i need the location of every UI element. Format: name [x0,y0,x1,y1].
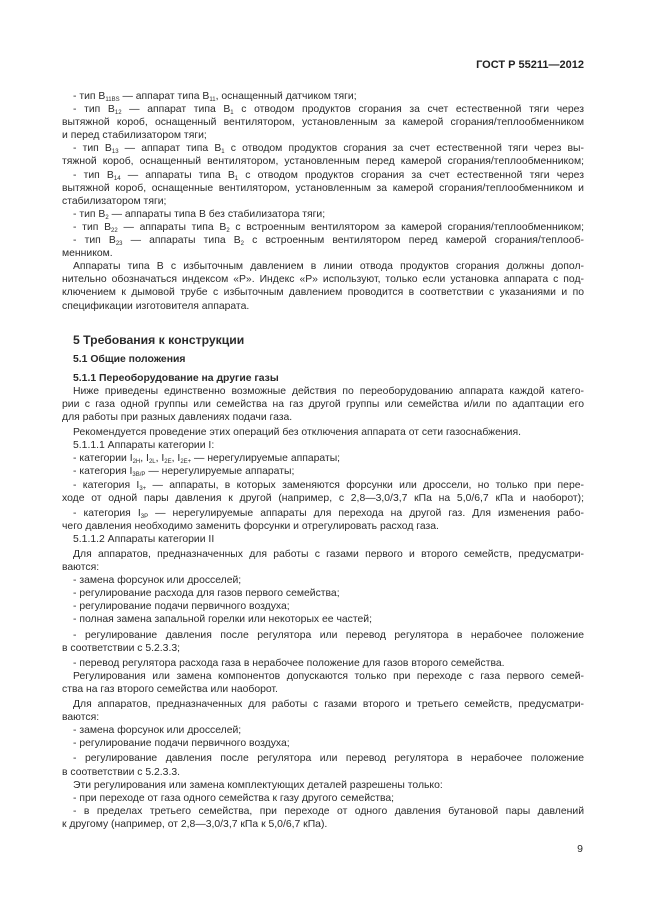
subscript: 1 [221,149,225,156]
text-segment: с отводом продуктов сгорания за счет естественной тяги через вы- [224,143,584,155]
text-segment: - тип B [73,235,116,247]
text-line [62,452,584,465]
text-line [62,752,584,765]
text-line [62,492,584,505]
subscript: 23 [115,241,123,248]
text-line [62,479,584,492]
text-segment: Для аппаратов, предназначенных для работы с газами второго и третьего семейств, предусматри- [73,699,584,711]
text-segment: — аппараты типа B [117,221,227,233]
text-line [62,613,584,626]
text-segment: - при переходе от газа одного семейства к газу другого семейства; [73,792,395,804]
text-segment: вытяжной короб, оснащенный вентилятором, установленным за камерой сгорания/теплообменником [62,117,584,129]
subscript: 2L [148,459,156,466]
text-segment: - регулирование расхода для газов первого семейства; [73,588,340,600]
text-segment: — аппарат типа B [119,91,210,102]
text-line [62,520,584,533]
text-segment: 5.1.1.2 Аппараты категории II [73,533,215,545]
text-segment: - регулирование подачи первичного воздуха; [73,738,290,750]
text-line [62,385,584,398]
text-segment: менником. [62,248,113,260]
text-line [62,182,584,195]
text-segment: с встроенным вентилятором перед камерой сгорания/теплооб- [244,235,584,247]
text-line [62,561,584,574]
text-segment: — аппарат типа B [121,104,231,116]
text-segment: спецификации изготовителя аппарата. [62,300,250,312]
text-line [62,208,584,221]
text-segment: - категория I [73,507,141,519]
subscript: 2 [105,214,109,221]
text-segment: - тип B [73,221,112,233]
text-segment: - тип B [73,143,112,155]
text-line [62,805,584,818]
text-segment: - тип B [73,169,114,181]
text-line [62,737,584,750]
text-line [62,574,584,587]
subscript: 3P [140,513,149,520]
text-line [62,398,584,411]
document-body [62,90,584,831]
subscript: 1 [234,175,239,182]
text-segment: - регулирование давления после регулятора или перевод регулятора в нерабочее положение [73,629,584,641]
subscript: 22 [111,227,118,234]
text-segment: чего давления необходимо заменить форсунки и отрегулировать расход газа. [62,520,439,532]
text-line [62,766,584,779]
section-heading [62,334,584,347]
subscript: 11BS [105,97,120,103]
subscript: 3+ [139,485,147,492]
subscript: 12 [114,110,122,117]
text-segment: - в пределах третьего семейства, при переходе от одного давления бутановой пары давлений [73,805,584,817]
text-line [62,129,584,142]
section-heading [62,372,584,385]
text-segment: стабилизатором тяги; [62,195,167,207]
text-segment: с встроенным вентилятором за камерой сгорания/теплообменником; [229,221,584,233]
text-segment: — аппараты, в которых заменяются форсунки или дроссели, но только при пере- [146,479,584,491]
text-line [62,642,584,655]
text-segment: - категория I [73,466,133,478]
text-line [62,698,584,711]
text-segment: - тип B [73,208,106,220]
document-header-standard-id: ГОСТ Р 55211—2012 [476,59,584,71]
text-line [62,724,584,737]
text-segment: Аппараты типа B с избыточным давлением в линии отвода продуктов сгорания должны допол- [73,261,584,273]
text-line [62,657,584,670]
text-segment: и перед стабилизатором тяги; [62,130,207,142]
text-segment: - регулирование давления после регулятора или перевод регулятора в нерабочее положение [73,753,584,765]
subscript: 2H [132,459,141,466]
subscript: 2 [240,241,245,248]
text-line [62,234,584,247]
text-segment: ваются: [62,712,100,724]
text-line [62,465,584,478]
text-line [62,792,584,805]
text-line [62,711,584,724]
text-line [62,779,584,792]
text-segment: ваются: [62,562,100,574]
text-segment: — аппараты типа B без стабилизатора тяги; [108,208,326,220]
text-segment: ства на газ второго семейства или наоборот. [62,683,278,695]
text-segment: 5.1.1 Переоборудование на другие газы [73,372,279,384]
text-segment: вытяжной короб, оснащенные вентилятором, установленным за камерой сгорания/теплообменником и [62,182,584,194]
text-segment: Рекомендуется проведение этих операций без отключения аппарата от сети газоснабжения. [73,427,521,439]
text-segment: тяжной короб, оснащенный вентилятором, установленным перед камерой сгорания/теплообменником; [62,156,584,168]
subscript: 3B/P [132,472,146,479]
text-line [62,103,584,116]
text-segment: Ниже приведены единственно возможные действия по переоборудованию аппарата каждой катего- [73,385,584,397]
text-line [62,142,584,155]
text-segment: — аппарат типа B [118,143,222,155]
text-segment: , оснащенный датчиком тяги; [215,91,357,102]
page-number: 9 [577,843,583,855]
text-segment: - перевод регулятора расхода газа в нерабочее положение для газов второго семейства. [73,657,505,669]
text-line [62,90,584,103]
text-line [62,273,584,286]
subscript: 2 [226,227,230,234]
text-line [62,683,584,696]
text-segment: Для аппаратов, предназначенных для работы с газами первого и второго семейств, предусматри- [73,549,584,560]
text-line [62,670,584,683]
text-line [62,300,584,313]
text-segment: - замена форсунок или дросселей; [73,725,242,737]
text-segment: , I [155,453,165,465]
text-line [62,600,584,613]
text-segment: — аппараты типа B [120,169,235,181]
text-segment: в соответствии с 5.2.3.3. [62,766,181,778]
text-line [62,116,584,129]
text-segment: - регулирование подачи первичного воздуха; [73,601,290,613]
text-line [62,155,584,168]
text-line [62,221,584,234]
text-segment: - категория I [73,479,140,491]
text-segment: — аппараты типа B [122,235,241,247]
text-segment: - замена форсунок или дросселей; [73,575,242,587]
text-segment: рии с газа одной группы или семейства на газ другой группы или семейства и/или по адаптации его [62,398,584,410]
text-segment: , I [171,453,181,465]
text-segment: ключением к дымовой трубе с избыточным давлением проводится в соответствии с указаниями и по [62,287,584,299]
text-line [62,411,584,424]
text-segment: с отводом продуктов сгорания за счет естественной тяги через [238,169,584,181]
subscript: 13 [111,149,119,156]
section-heading [62,353,584,366]
text-line [62,587,584,600]
text-segment: - категории I [73,453,133,465]
text-line [62,629,584,642]
text-segment: нительно обозначаться индексом «P». Индекс «P» используют, только если установка аппарата с под- [62,274,584,286]
text-line [62,533,584,546]
text-line [62,426,584,439]
text-segment: Регулирования или замена компонентов допускаются только при переходе с газа первого семей- [73,670,584,682]
text-segment: Эти регулирования или замена комплектующих деталей разрешены только: [73,779,443,791]
text-line [62,507,584,520]
text-segment: с отводом продуктов сгорания за счет естественной тяги через [233,104,584,116]
subscript: 2E+ [180,459,192,466]
text-line [62,169,584,182]
text-line [62,260,584,273]
text-segment: в соответствии с 5.2.3.3; [62,642,181,654]
text-segment: - полная замена запальной горелки или некоторых ее частей; [73,614,372,626]
text-line [62,195,584,208]
subscript: 14 [113,175,121,182]
text-line [62,548,584,561]
subscript: 1 [230,110,234,117]
text-segment: ходе от одной пары давления к другой (например, с 2,8—3,0/3,7 кПа на 5,0/6,7 кПа и наоборот); [62,492,584,504]
subscript: 11 [209,97,216,103]
text-segment: 5.1.1.1 Аппараты категории I: [73,440,215,452]
text-segment: - тип B [73,91,106,102]
text-line [62,439,584,452]
subscript: 2E [164,459,172,466]
text-line [62,247,584,260]
text-segment: , I [140,453,149,465]
text-segment: для работы при разных давлениях подачи газа. [62,412,293,424]
text-segment: — нерегулируемые аппараты для перехода на другой газ. Для изменения рабо- [148,507,584,519]
text-line [62,818,584,831]
text-segment: — нерегулируемые аппараты; [191,453,341,465]
text-segment: 5.1 Общие положения [73,353,186,365]
text-segment: — нерегулируемые аппараты; [145,466,295,478]
text-segment: 5 Требования к конструкции [73,332,245,347]
text-segment: к другому (например, от 2,8—3,0/3,7 кПа к 5,0/6,7 кПа). [62,818,328,830]
text-segment: - тип B [73,104,115,116]
text-line [62,286,584,299]
